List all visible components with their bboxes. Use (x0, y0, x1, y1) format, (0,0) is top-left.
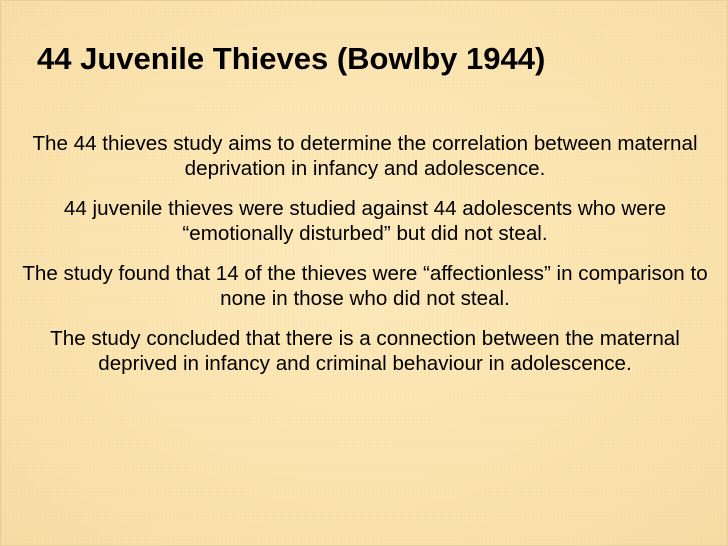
paragraph-study-conclusion: The study concluded that there is a connection between the maternal deprived in infancy and criminal behaviour in adolescence. (50, 327, 680, 375)
paragraph-study-aim: The 44 thieves study aims to determine the correlation between maternal deprivation in infancy and adolescence. (32, 132, 698, 180)
paragraph-study-method: 44 juvenile thieves were studied against 44 adolescents who were “emotionally disturbed” but did not steal. (63, 197, 667, 245)
slide-body (11, 131, 719, 376)
slide-title: 44 Juvenile Thieves (Bowlby 1944) (37, 41, 546, 76)
paragraph-study-findings: The study found that 14 of the thieves were “affectionless” in comparison to none in those who did not steal. (22, 262, 708, 310)
